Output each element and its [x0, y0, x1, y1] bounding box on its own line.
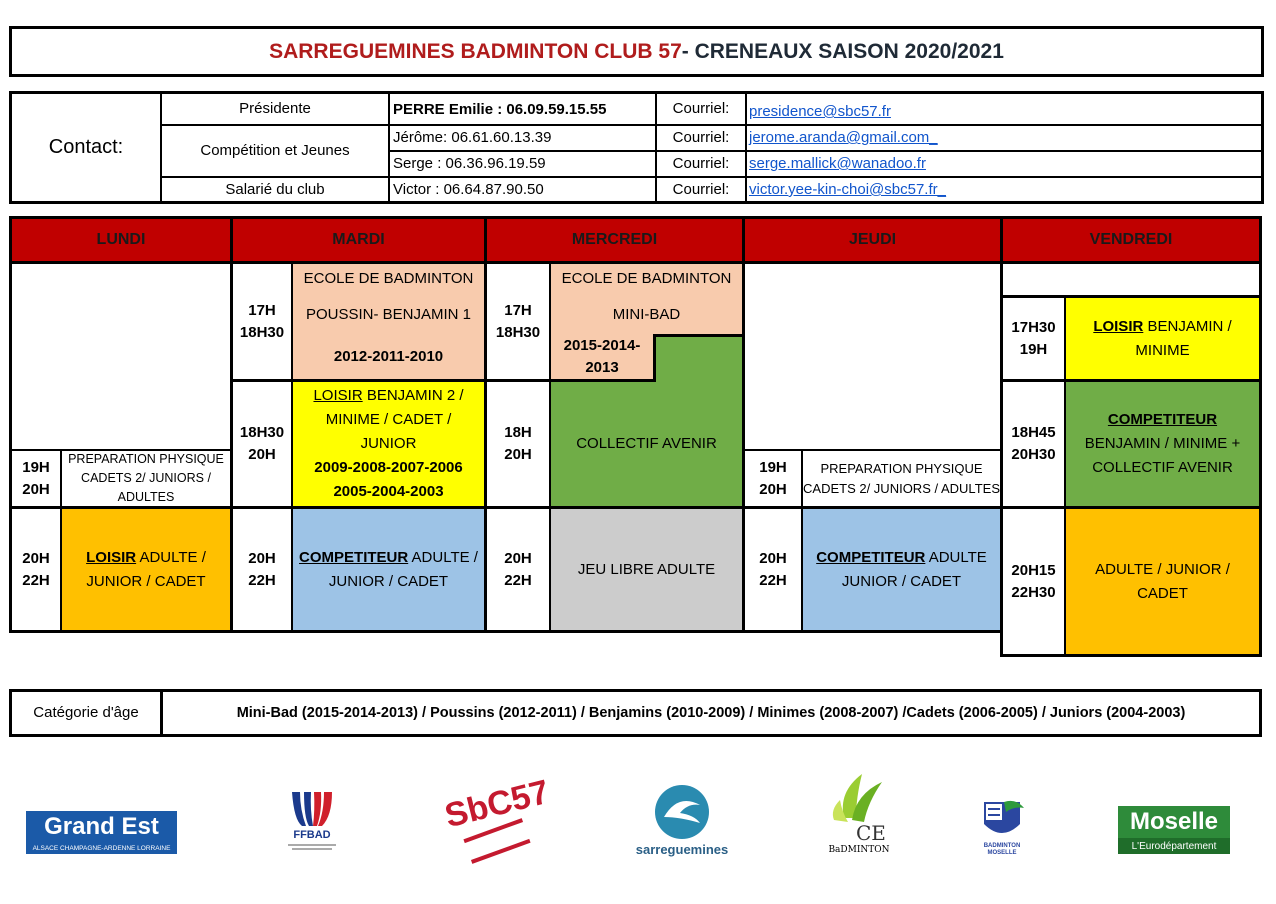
- lundi-loisir-slot: LOISIR ADULTE / JUNIOR / CADET: [62, 509, 230, 630]
- ce-badminton-logo: [826, 770, 892, 860]
- ffbad-logo: [284, 790, 340, 854]
- person-serge: Serge : 06.36.96.19.59: [393, 155, 546, 172]
- ffbad-name: FFBAD: [293, 829, 331, 841]
- age-category-table: [9, 689, 1262, 737]
- role-salarie: Salarié du club: [225, 180, 325, 198]
- day-lundi: LUNDI: [12, 219, 230, 261]
- mercredi-ecole-years: 2015-2014-2013: [551, 334, 653, 379]
- badminton-moselle-name: BADMINTON MOSELLE: [983, 843, 1021, 856]
- vendredi-adulte-slot: ADULTE / JUNIOR / CADET: [1066, 509, 1259, 654]
- moselle-name: Moselle: [1129, 808, 1219, 835]
- mercredi-collectif-slot: COLLECTIF AVENIR: [551, 382, 742, 506]
- badminton-moselle-logo: [976, 798, 1028, 858]
- vendredi-comp-slot: COMPETITEUR BENJAMIN / MINIME + COLLECTIF AVENIR: [1066, 382, 1259, 506]
- person-presidente: PERRE Emilie : 06.09.59.15.55: [393, 101, 607, 118]
- mail-label: Courriel:: [672, 129, 730, 146]
- season-title: - CRENEAUX SAISON 2020/2021: [681, 39, 1004, 63]
- mercredi-ecole-slot: ECOLE DE BADMINTON MINI-BAD: [551, 264, 742, 334]
- mail-label: Courriel:: [672, 155, 730, 172]
- vendredi-loisir-time: 17H30 19H: [1011, 318, 1056, 358]
- mardi-comp-time: 20H 22H: [248, 549, 276, 589]
- lundi-prep-text: PREPARATION PHYSIQUE CADETS 2/ JUNIORS / ADULTES: [68, 452, 224, 504]
- vendredi-adulte-time: 20H15 22H30: [1011, 561, 1056, 601]
- title-banner: [9, 26, 1264, 77]
- role-presidente: Présidente: [239, 100, 311, 117]
- mardi-ecole-slot: ECOLE DE BADMINTON POUSSIN- BENJAMIN 1 2012-2011-2010: [293, 264, 484, 379]
- age-category-text: Mini-Bad (2015-2014-2013) / Poussins (2012-2011) / Benjamins (2010-2009) / Minimes (2008-2007) /Cadets (2006-2005) / Juniors (2004-2003): [236, 705, 1186, 721]
- ce-name: BaDMINTON: [828, 845, 890, 855]
- mercredi-collectif-top: [656, 336, 742, 382]
- jeudi-comp-time: 20H 22H: [759, 549, 787, 589]
- jeudi-comp-slot: COMPETITEUR ADULTE JUNIOR / CADET: [803, 509, 1000, 630]
- age-category-label: Catégorie d'âge: [33, 704, 139, 721]
- role-competition: Compétition et Jeunes: [200, 142, 350, 159]
- email-link-victor[interactable]: victor.yee-kin-choi@sbc57.fr_: [749, 181, 946, 198]
- moselle-sub: L'Eurodépartement: [1118, 838, 1230, 854]
- sbc57-logo: [440, 772, 553, 862]
- vendredi-loisir-slot: LOISIR BENJAMIN / MINIME: [1066, 298, 1259, 379]
- mercredi-jeu-slot: JEU LIBRE ADULTE: [551, 509, 742, 630]
- mail-label: Courriel:: [672, 180, 730, 198]
- lundi-loisir-time: 20H 22H: [22, 549, 50, 589]
- moselle-logo: [1118, 806, 1230, 854]
- sarreguemines-emblem-icon: [630, 783, 734, 841]
- club-name: SARREGUEMINES BADMINTON CLUB 57: [269, 39, 682, 63]
- mardi-ecole-time: 17H 18H30: [239, 301, 285, 341]
- person-victor: Victor : 06.64.87.90.50: [393, 181, 544, 198]
- grandest-logo: [26, 811, 177, 854]
- mardi-comp-slot: COMPETITEUR ADULTE / JUNIOR / CADET: [293, 509, 484, 630]
- sarreguemines-name: sarreguemines: [635, 841, 729, 857]
- vendredi-comp-time: 18H45 20H30: [1011, 424, 1056, 463]
- mardi-loisir-slot: LOISIR BENJAMIN 2 / MINIME / CADET / JUNIOR 2009-2008-2007-2006 2005-2004-2003: [293, 382, 484, 506]
- svg-text:CE: CE: [856, 821, 886, 842]
- shuttlecock-icon: [284, 790, 340, 830]
- day-jeudi: JEUDI: [745, 219, 1000, 261]
- day-mardi: MARDI: [233, 219, 484, 261]
- grandest-sub: ALSACE CHAMPAGNE-ARDENNE LORRAINE: [32, 844, 171, 852]
- page-title: [12, 29, 1261, 74]
- email-link-serge[interactable]: serge.mallick@wanadoo.fr: [749, 155, 926, 172]
- email-link-jerome[interactable]: jerome.aranda@gmail.com_: [749, 129, 938, 146]
- moselle-shield-icon: [976, 798, 1028, 842]
- day-vendredi: VENDREDI: [1003, 219, 1259, 261]
- mercredi-jeu-time: 20H 22H: [504, 549, 532, 589]
- day-mercredi: MERCREDI: [487, 219, 742, 261]
- mercredi-collectif-time: 18H 20H: [504, 424, 532, 463]
- mercredi-ecole-time: 17H 18H30: [495, 301, 541, 341]
- jeudi-prep-text: PREPARATION PHYSIQUE CADETS 2/ JUNIORS / ADULTES: [803, 460, 1000, 496]
- grandest-name: Grand Est: [44, 813, 159, 840]
- ce-shuttle-icon: [826, 770, 892, 842]
- person-jerome: Jérôme: 06.61.60.13.39: [393, 129, 552, 146]
- contact-table: [9, 91, 1264, 204]
- jeudi-prep-time: 19H 20H: [759, 458, 787, 498]
- lundi-prep-time: 19H 20H: [22, 458, 50, 498]
- mardi-loisir-time: 18H30 20H: [239, 424, 285, 463]
- email-link-presidence[interactable]: presidence@sbc57.fr: [749, 103, 891, 120]
- sbc57-name: SbC57: [440, 772, 553, 835]
- contact-label: Contact:: [48, 136, 124, 158]
- sarreguemines-logo: [630, 783, 734, 859]
- mail-label: Courriel:: [672, 100, 730, 117]
